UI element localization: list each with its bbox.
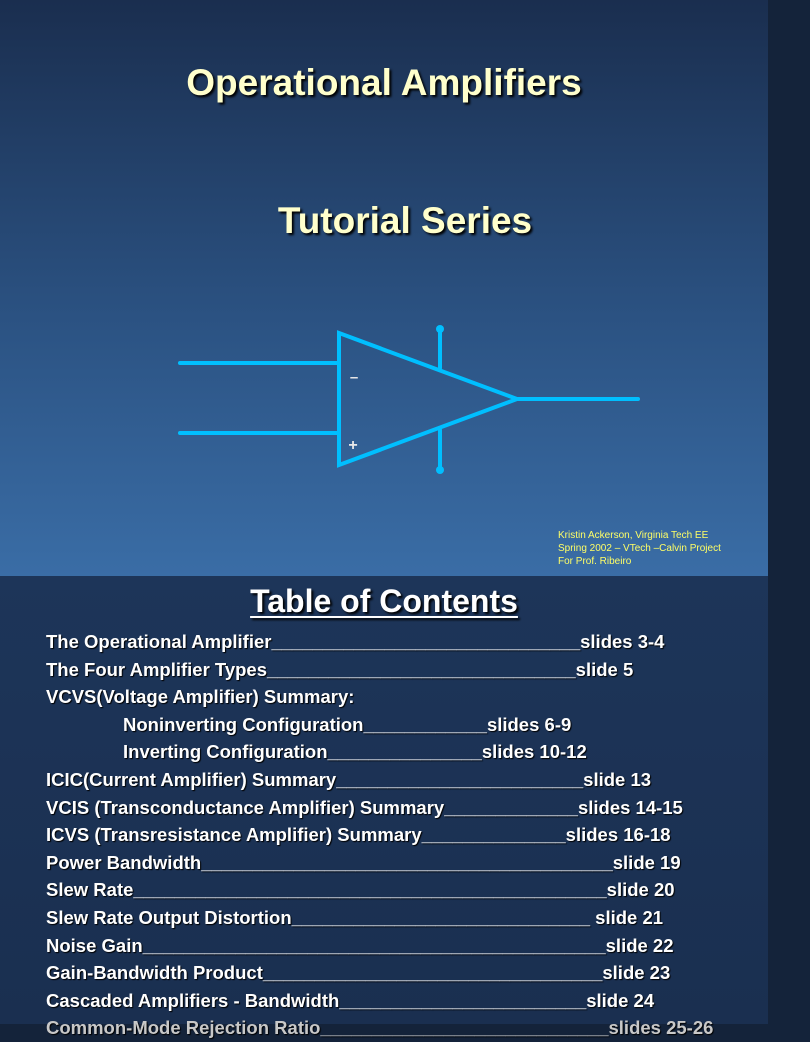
plus-sign-label: + [348,437,358,454]
negative-supply-terminal [436,466,444,474]
amplifier-triangle [339,333,517,465]
positive-supply-terminal [436,325,444,333]
toc-entry: VCIS (Transconductance Amplifier) Summary_____________slides 14-15 [46,796,683,818]
toc-entry: ICVS (Transresistance Amplifier) Summary______________slides 16-18 [46,824,671,846]
minus-sign-label: – [349,369,359,386]
toc-entry: Cascaded Amplifiers - Bandwidth________________________slide 24 [46,989,655,1011]
toc-list [0,628,768,1042]
toc-subentry: Noninverting Configuration____________slides 6-9 [123,713,572,735]
toc-entry: ICIC(Current Amplifier) Summary________________________slide 13 [46,768,652,790]
credits-line: Spring 2002 – VTech –Calvin Project [558,543,721,554]
toc-entry: Slew Rate______________________________________________slide 20 [46,879,675,901]
toc-entry: Common-Mode Rejection Ratio____________________________slides 25-26 [46,1017,714,1039]
toc-entry: The Operational Amplifier______________________________slides 3-4 [46,631,665,652]
toc-entry: The Four Amplifier Types______________________________slide 5 [46,658,634,680]
toc-entry: Gain-Bandwidth Product_________________________________slide 23 [46,962,671,984]
toc-heading: Table of Contents [250,583,518,619]
toc-entry: Slew Rate Output Distortion_____________________________ slide 21 [46,906,664,928]
presentation-subtitle: Tutorial Series [277,200,533,241]
toc-entry: Power Bandwidth________________________________________slide 19 [46,851,681,873]
toc-section-heading: VCVS(Voltage Amplifier) Summary: [46,686,355,708]
credits-line: Kristin Ackerson, Virginia Tech EE [558,530,709,541]
toc-slide [0,576,768,1039]
toc-entry: Noise Gain_____________________________________________slide 22 [46,934,674,956]
credits-line: For Prof. Ribeiro [558,556,632,567]
credits-block [558,529,721,568]
toc-subentry: Inverting Configuration_______________slides 10-12 [123,741,587,763]
presentation-title: Operational Amplifiers [186,62,582,103]
